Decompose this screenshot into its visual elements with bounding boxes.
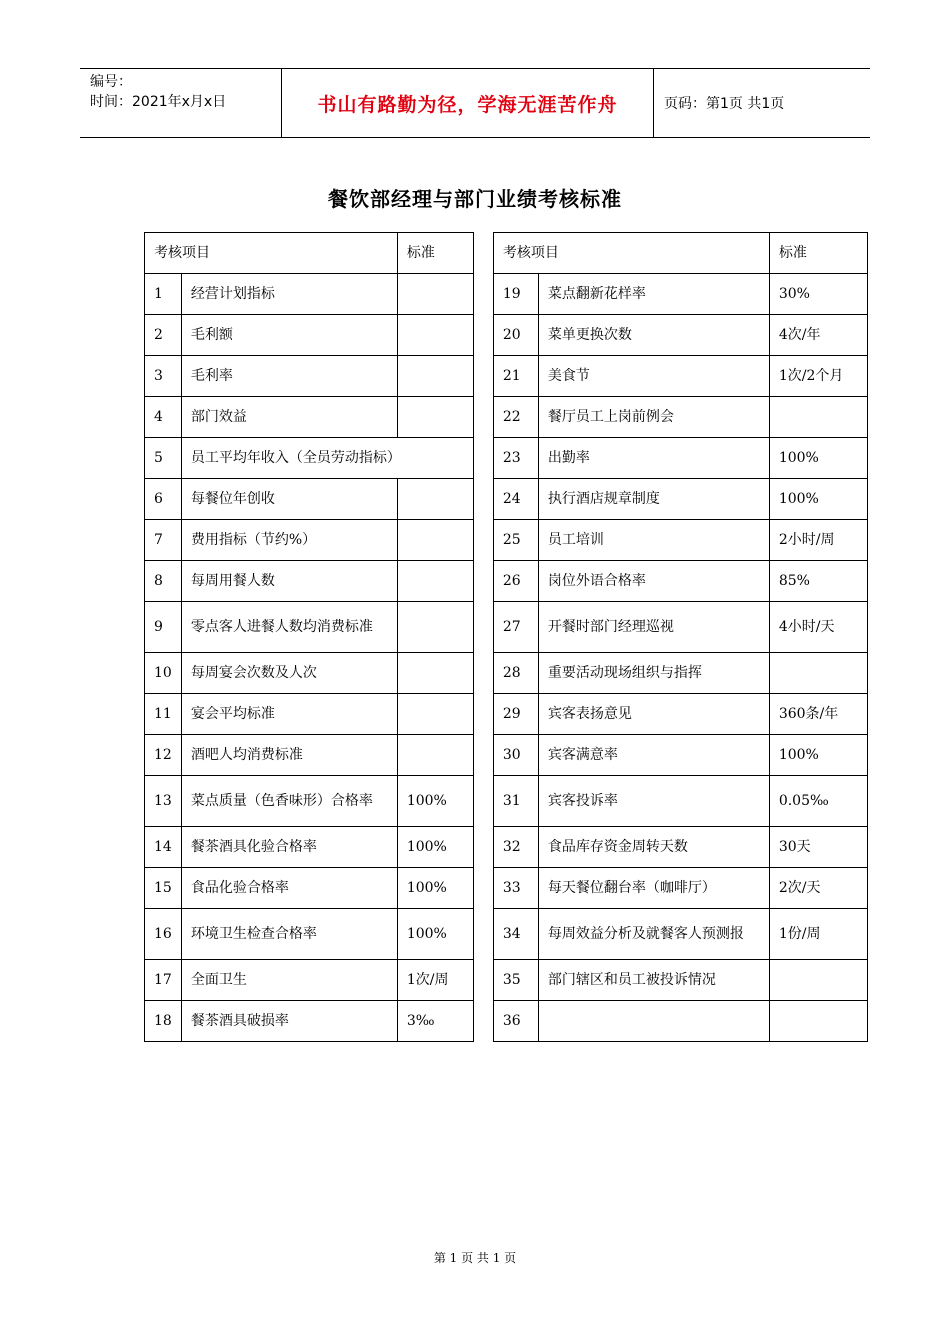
table-row: [145, 397, 868, 438]
standard-left: [397, 602, 473, 653]
standard-left: [397, 356, 473, 397]
row-number-left: 5: [145, 438, 182, 479]
standard-left: 100%: [397, 776, 473, 827]
table-row: [145, 694, 868, 735]
assessment-item-right: 出勤率: [538, 438, 769, 479]
row-number-right: 26: [493, 561, 538, 602]
column-gap: [473, 909, 493, 960]
standard-left: [397, 694, 473, 735]
row-number-right: 19: [493, 274, 538, 315]
assessment-item-right: 每周效益分析及就餐客人预测报: [538, 909, 769, 960]
row-number-left: 11: [145, 694, 182, 735]
column-gap: [473, 827, 493, 868]
assessment-item-right: 餐厅员工上岗前例会: [538, 397, 769, 438]
time-label: 时间：2021年x月x日: [90, 94, 227, 110]
standard-left: [397, 561, 473, 602]
assessment-item-left: 餐茶酒具破损率: [181, 1001, 397, 1042]
table-row: [145, 776, 868, 827]
row-number-right: 25: [493, 520, 538, 561]
assessment-item-right: 宾客满意率: [538, 735, 769, 776]
assessment-item-right: 每天餐位翻台率（咖啡厅）: [538, 868, 769, 909]
row-number-left: 13: [145, 776, 182, 827]
assessment-item-right: 食品库存资金周转天数: [538, 827, 769, 868]
assessment-item-left: 零点客人进餐人数均消费标准: [181, 602, 397, 653]
row-number-right: 30: [493, 735, 538, 776]
column-gap: [473, 233, 493, 274]
page-footer: 第 1 页 共 1 页: [433, 1251, 517, 1265]
column-gap: [473, 868, 493, 909]
row-number-left: 18: [145, 1001, 182, 1042]
page-title: 餐饮部经理与部门业绩考核标准: [328, 187, 622, 211]
standard-right: 100%: [769, 479, 867, 520]
assessment-item-right: [538, 1001, 769, 1042]
row-number-left: 4: [145, 397, 182, 438]
column-gap: [473, 520, 493, 561]
assessment-item-right: 员工培训: [538, 520, 769, 561]
row-number-left: 8: [145, 561, 182, 602]
table-row: [145, 561, 868, 602]
standard-right: 100%: [769, 735, 867, 776]
row-number-left: 15: [145, 868, 182, 909]
column-gap: [473, 735, 493, 776]
row-number-right: 33: [493, 868, 538, 909]
row-number-left: 10: [145, 653, 182, 694]
assessment-item-left: 毛利额: [181, 315, 397, 356]
table-row: [145, 1001, 868, 1042]
table-row: [145, 315, 868, 356]
row-number-left: 14: [145, 827, 182, 868]
row-number-right: 32: [493, 827, 538, 868]
assessment-item-left: 食品化验合格率: [181, 868, 397, 909]
table-row: [145, 909, 868, 960]
column-gap: [473, 438, 493, 479]
assessment-item-left: 宴会平均标准: [181, 694, 397, 735]
table-row: [145, 735, 868, 776]
table-row: [145, 827, 868, 868]
assessment-item-left: 全面卫生: [181, 960, 397, 1001]
row-number-right: 22: [493, 397, 538, 438]
standard-left: 3‰: [397, 1001, 473, 1042]
standard-right: 360条/年: [769, 694, 867, 735]
standard-right: 100%: [769, 438, 867, 479]
standard-left: [397, 274, 473, 315]
assessment-item-left: 每周用餐人数: [181, 561, 397, 602]
standard-right: 2小时/周: [769, 520, 867, 561]
column-gap: [473, 479, 493, 520]
column-gap: [473, 315, 493, 356]
standard-left: [397, 653, 473, 694]
column-gap: [473, 776, 493, 827]
standard-right: [769, 397, 867, 438]
assessment-item-left: 员工平均年收入（全员劳动指标）: [181, 438, 473, 479]
row-number-right: 31: [493, 776, 538, 827]
header-right-item: 考核项目: [493, 233, 769, 274]
row-number-right: 36: [493, 1001, 538, 1042]
column-gap: [473, 602, 493, 653]
column-gap: [473, 274, 493, 315]
header-page-info: 页码：第1页 共1页: [664, 96, 785, 112]
assessment-item-right: 执行酒店规章制度: [538, 479, 769, 520]
table-row: [145, 653, 868, 694]
assessment-item-right: 岗位外语合格率: [538, 561, 769, 602]
standard-right: 2次/天: [769, 868, 867, 909]
standard-right: 30%: [769, 274, 867, 315]
document-header: [80, 68, 870, 138]
column-gap: [473, 356, 493, 397]
standard-right: [769, 653, 867, 694]
header-right-standard: 标准: [769, 233, 867, 274]
header-left-standard: 标准: [397, 233, 473, 274]
assessment-item-right: 部门辖区和员工被投诉情况: [538, 960, 769, 1001]
table-row: [145, 520, 868, 561]
row-number-right: 20: [493, 315, 538, 356]
row-number-left: 2: [145, 315, 182, 356]
row-number-right: 29: [493, 694, 538, 735]
header-slogan: 书山有路勤为径，学海无涯苦作舟: [281, 69, 654, 137]
row-number-left: 6: [145, 479, 182, 520]
standard-left: [397, 479, 473, 520]
assessment-item-right: 菜单更换次数: [538, 315, 769, 356]
assessment-item-left: 费用指标（节约%）: [181, 520, 397, 561]
header-left-item: 考核项目: [145, 233, 398, 274]
row-number-right: 21: [493, 356, 538, 397]
table-row: [145, 960, 868, 1001]
standard-right: 1次/2个月: [769, 356, 867, 397]
table-row: [145, 868, 868, 909]
standard-left: 100%: [397, 909, 473, 960]
assessment-item-left: 菜点质量（色香味形）合格率: [181, 776, 397, 827]
row-number-right: 34: [493, 909, 538, 960]
row-number-left: 3: [145, 356, 182, 397]
assessment-item-right: 美食节: [538, 356, 769, 397]
assessment-item-left: 部门效益: [181, 397, 397, 438]
assessment-item-left: 经营计划指标: [181, 274, 397, 315]
column-gap: [473, 653, 493, 694]
table-header-row: [145, 233, 868, 274]
row-number-left: 16: [145, 909, 182, 960]
assessment-table: [144, 232, 868, 1042]
standard-right: 0.05‰: [769, 776, 867, 827]
assessment-item-left: 环境卫生检查合格率: [181, 909, 397, 960]
standard-right: 85%: [769, 561, 867, 602]
row-number-right: 28: [493, 653, 538, 694]
row-number-right: 35: [493, 960, 538, 1001]
standard-right: [769, 960, 867, 1001]
row-number-right: 24: [493, 479, 538, 520]
assessment-item-right: 重要活动现场组织与指挥: [538, 653, 769, 694]
row-number-left: 12: [145, 735, 182, 776]
row-number-right: 23: [493, 438, 538, 479]
column-gap: [473, 694, 493, 735]
row-number-right: 27: [493, 602, 538, 653]
row-number-left: 7: [145, 520, 182, 561]
standard-left: [397, 397, 473, 438]
assessment-item-left: 酒吧人均消费标准: [181, 735, 397, 776]
assessment-item-left: 每餐位年创收: [181, 479, 397, 520]
standard-right: 4小时/天: [769, 602, 867, 653]
standard-left: [397, 520, 473, 561]
standard-right: [769, 1001, 867, 1042]
assessment-item-left: 毛利率: [181, 356, 397, 397]
table-row: [145, 274, 868, 315]
standard-left: [397, 735, 473, 776]
code-label: 编号：: [90, 74, 132, 90]
assessment-item-right: 宾客表扬意见: [538, 694, 769, 735]
standard-left: [397, 315, 473, 356]
row-number-left: 9: [145, 602, 182, 653]
column-gap: [473, 561, 493, 602]
assessment-item-left: 每周宴会次数及人次: [181, 653, 397, 694]
standard-left: 1次/周: [397, 960, 473, 1001]
column-gap: [473, 960, 493, 1001]
standard-left: 100%: [397, 868, 473, 909]
column-gap: [473, 1001, 493, 1042]
table-row: [145, 356, 868, 397]
standard-right: 4次/年: [769, 315, 867, 356]
row-number-left: 17: [145, 960, 182, 1001]
table-row: [145, 602, 868, 653]
standard-left: 100%: [397, 827, 473, 868]
assessment-item-right: 宾客投诉率: [538, 776, 769, 827]
row-number-left: 1: [145, 274, 182, 315]
assessment-item-right: 菜点翻新花样率: [538, 274, 769, 315]
column-gap: [473, 397, 493, 438]
standard-right: 1份/周: [769, 909, 867, 960]
assessment-item-right: 开餐时部门经理巡视: [538, 602, 769, 653]
standard-right: 30天: [769, 827, 867, 868]
table-row: [145, 479, 868, 520]
assessment-item-left: 餐茶酒具化验合格率: [181, 827, 397, 868]
table-row: [145, 438, 868, 479]
header-meta: [80, 69, 281, 137]
